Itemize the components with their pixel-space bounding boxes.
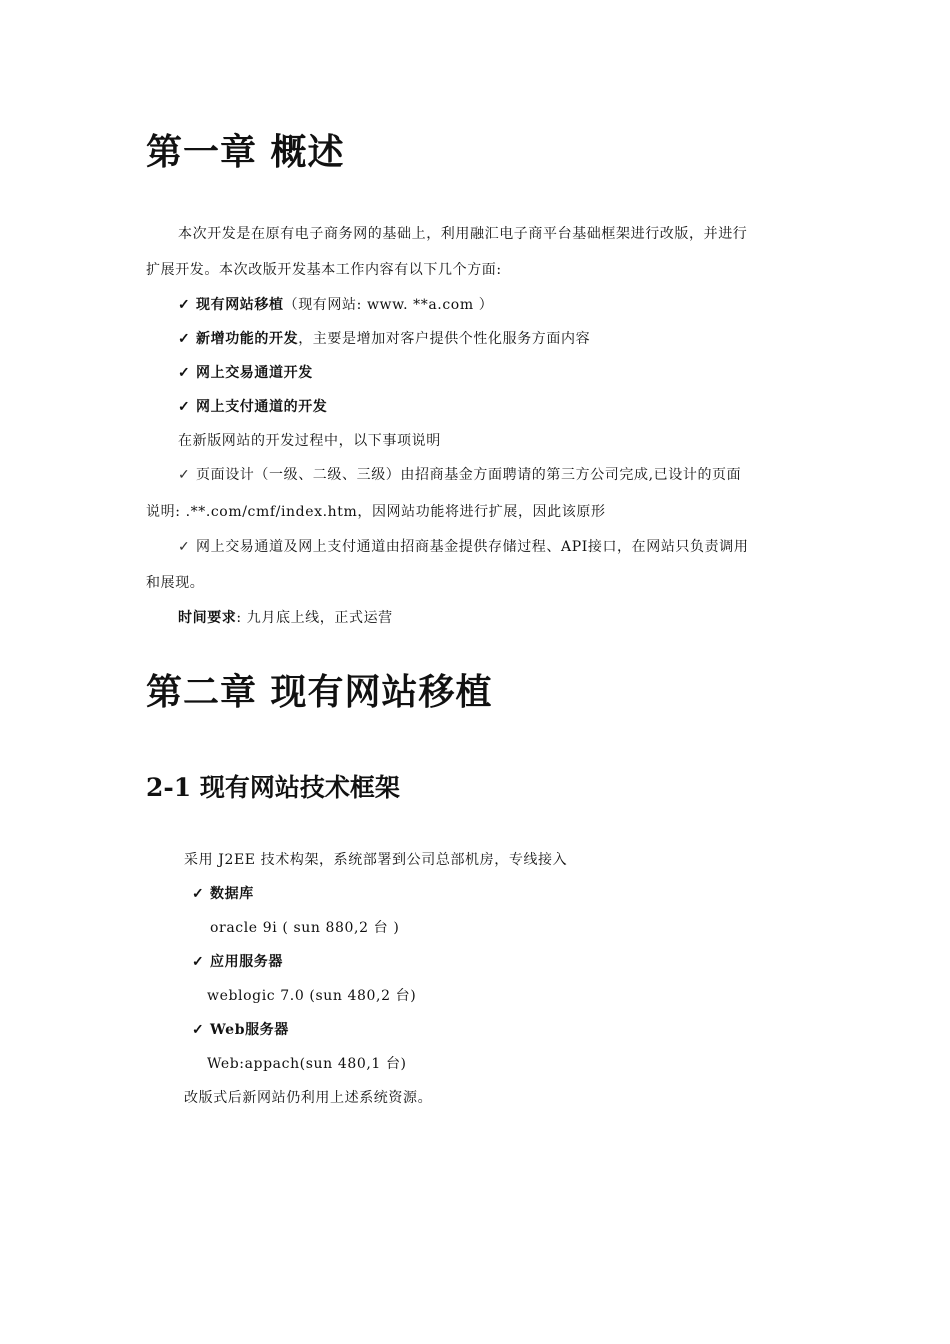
section-title: 2-1 现有网站技术框架 (146, 773, 400, 802)
list-item-bold: 网上交易通道开发 (196, 365, 313, 381)
check-icon: ✓ (178, 297, 191, 313)
check-icon: ✓ (178, 539, 191, 555)
app-label: 应用服务器 (210, 954, 283, 970)
time-value: : 九月底上线，正式运营 (236, 610, 393, 626)
chapter1-title: 第一章 概述 (146, 131, 345, 173)
list-item-bold: 新增功能的开发 (196, 331, 299, 347)
web-item (192, 1020, 289, 1040)
list-item-bold: 网上支付通道的开发 (196, 399, 328, 415)
note2-line1 (178, 537, 748, 557)
check-icon: ✓ (192, 954, 205, 970)
list-item-bold: 现有网站移植 (196, 297, 284, 313)
note2-text: 网上交易通道及网上支付通道由招商基金提供存储过程、API接口，在网站只负责调用 (196, 539, 749, 555)
web-label: Web服务器 (210, 1022, 289, 1038)
check-icon: ✓ (178, 399, 191, 415)
db-item (192, 884, 254, 904)
app-value: weblogic 7.0 (sun 480,2 台) (207, 988, 417, 1004)
web-value: Web:appach(sun 480,1 台) (207, 1056, 407, 1072)
db-label: 数据库 (210, 886, 254, 902)
check-icon: ✓ (192, 1022, 205, 1038)
note-heading: 在新版网站的开发过程中，以下事项说明 (178, 433, 441, 449)
list-item (178, 363, 313, 383)
check-icon: ✓ (178, 467, 191, 483)
note1-text: 页面设计（一级、二级、三级）由招商基金方面聘请的第三方公司完成,已设计的页面 (196, 467, 742, 483)
closing-text: 改版式后新网站仍利用上述系统资源。 (184, 1090, 433, 1106)
check-icon: ✓ (178, 365, 191, 381)
list-item-rest: ，主要是增加对客户提供个性化服务方面内容 (298, 331, 591, 347)
chapter2-title: 第二章 现有网站移植 (146, 671, 493, 713)
chapter1-intro-line2: 扩展开发。本次改版开发基本工作内容有以下几个方面: (146, 262, 502, 278)
app-item (192, 952, 283, 972)
list-item (178, 397, 327, 417)
list-item (178, 329, 590, 349)
note1-line2: 说明: .**.com/cmf/index.htm，因网站功能将进行扩展，因此该原形 (146, 504, 606, 520)
note2-line2: 和展现。 (146, 575, 205, 591)
chapter1-intro-line1: 本次开发是在原有电子商务网的基础上，利用融汇电子商平台基础框架进行改版，并进行 (178, 226, 748, 242)
list-item-rest: （现有网站: www. **a.com ） (283, 297, 494, 313)
arch-intro: 采用 J2EE 技术构架，系统部署到公司总部机房，专线接入 (184, 852, 568, 868)
time-requirement (178, 608, 393, 628)
check-icon: ✓ (192, 886, 205, 902)
time-label: 时间要求 (178, 610, 237, 626)
list-item (178, 295, 493, 315)
note1-line1 (178, 465, 741, 485)
check-icon: ✓ (178, 331, 191, 347)
db-value: oracle 9i ( sun 880,2 台 ) (210, 920, 400, 936)
